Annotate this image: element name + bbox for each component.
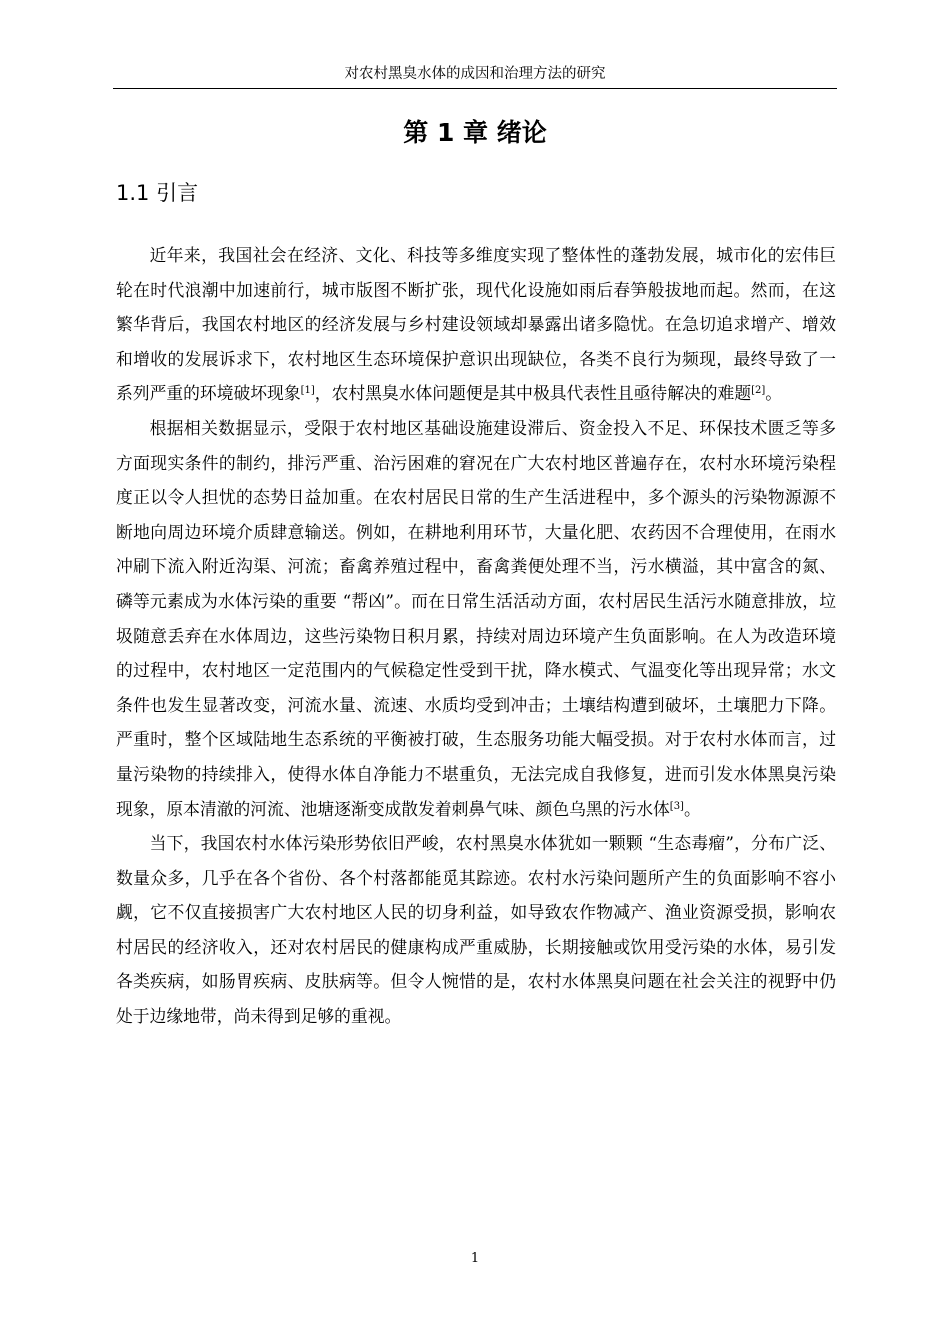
header-rule [113, 88, 837, 89]
paragraph-text: 当下，我国农村水体污染形势依旧严峻，农村黑臭水体犹如一颗颗 “生态毒瘤”，分布广泛、数量众多，几乎在各个省份、各个村落都能觅其踪迹。农村水污染问题所产生的负面影响不容小觑，它不仅直接损害广大农村地区人民的切身利益，如导致农作物减产、渔业资源受损，影响农村居民的经济收入，还对农村居民的健康构成严重威胁，长期接触或饮用受污染的水体，易引发各类疾病，如肠胃疾病、皮肤病等。但令人惋惜的是，农村水体黑臭问题在社会关注的视野中仍处于边缘地带，尚未得到足够的重视。 [116, 833, 836, 1027]
paragraph-text: 近年来，我国社会在经济、文化、科技等多维度实现了整体性的蓬勃发展，城市化的宏伟巨轮在时代浪潮中加速前行，城市版图不断扩张，现代化设施如雨后春笋般拔地而起。然而，在这繁华背后，我国农村地区的经济发展与乡村建设领域却暴露出诸多隐忧。在急切追求增产、增效和增收的发展诉求下，农村地区生态环境保护意识出现缺位，各类不良行为频现，最终导致了一系列严重的环境破坏现象 [116, 245, 836, 404]
paragraph-text: 。 [765, 383, 783, 404]
paragraph-text: 。 [683, 798, 701, 819]
paragraph [116, 238, 836, 411]
citation-ref: [1] [300, 385, 315, 397]
running-header: 对农村黑臭水体的成因和治理方法的研究 [344, 66, 606, 82]
chapter-title: 第 1 章 绪论 [403, 118, 547, 147]
citation-ref: [2] [751, 385, 766, 397]
paragraph-text: 根据相关数据显示，受限于农村地区基础设施建设滞后、资金投入不足、环保技术匮乏等多方面现实条件的制约，排污严重、治污困难的窘况在广大农村地区普遍存在，农村水环境污染程度正以令人担忧的态势日益加重。在农村居民日常的生产生活进程中，多个源头的污染物源源不断地向周边环境介质肆意输送。例如，在耕地利用环节，大量化肥、农药因不合理使用，在雨水冲刷下流入附近沟渠、河流；畜禽养殖过程中，畜禽粪便处理不当，污水横溢，其中富含的氮、磷等元素成为水体污染的重要 “帮凶”。而在日常生活活动方面，农村居民生活污水随意排放，垃圾随意丢弃在水体周边，这些污染物日积月累，持续对周边环境产生负面影响。在人为改造环境的过程中，农村地区一定范围内的气候稳定性受到干扰，降水模式、气温变化等出现异常；水文条件也发生显著改变，河流水量、流速、水质均受到冲击；土壤结构遭到破坏，土壤肥力下降。严重时，整个区域陆地生态系统的平衡被打破，生态服务功能大幅受损。对于农村水体而言，过量污染物的持续排入，使得水体自净能力不堪重负，无法完成自我修复，进而引发水体黑臭污染现象，原本清澈的河流、池塘逐渐变成散发着刺鼻气味、颜色乌黑的污水体 [116, 417, 836, 819]
section-heading: 1.1 引言 [116, 181, 199, 205]
page-number: 1 [470, 1251, 480, 1266]
paragraph [116, 411, 836, 826]
paragraph-text: ，农村黑臭水体问题便是其中极具代表性且亟待解决的难题 [314, 383, 752, 404]
citation-ref: [3] [669, 800, 684, 812]
paragraph [116, 826, 836, 1034]
body-text [116, 238, 836, 1034]
